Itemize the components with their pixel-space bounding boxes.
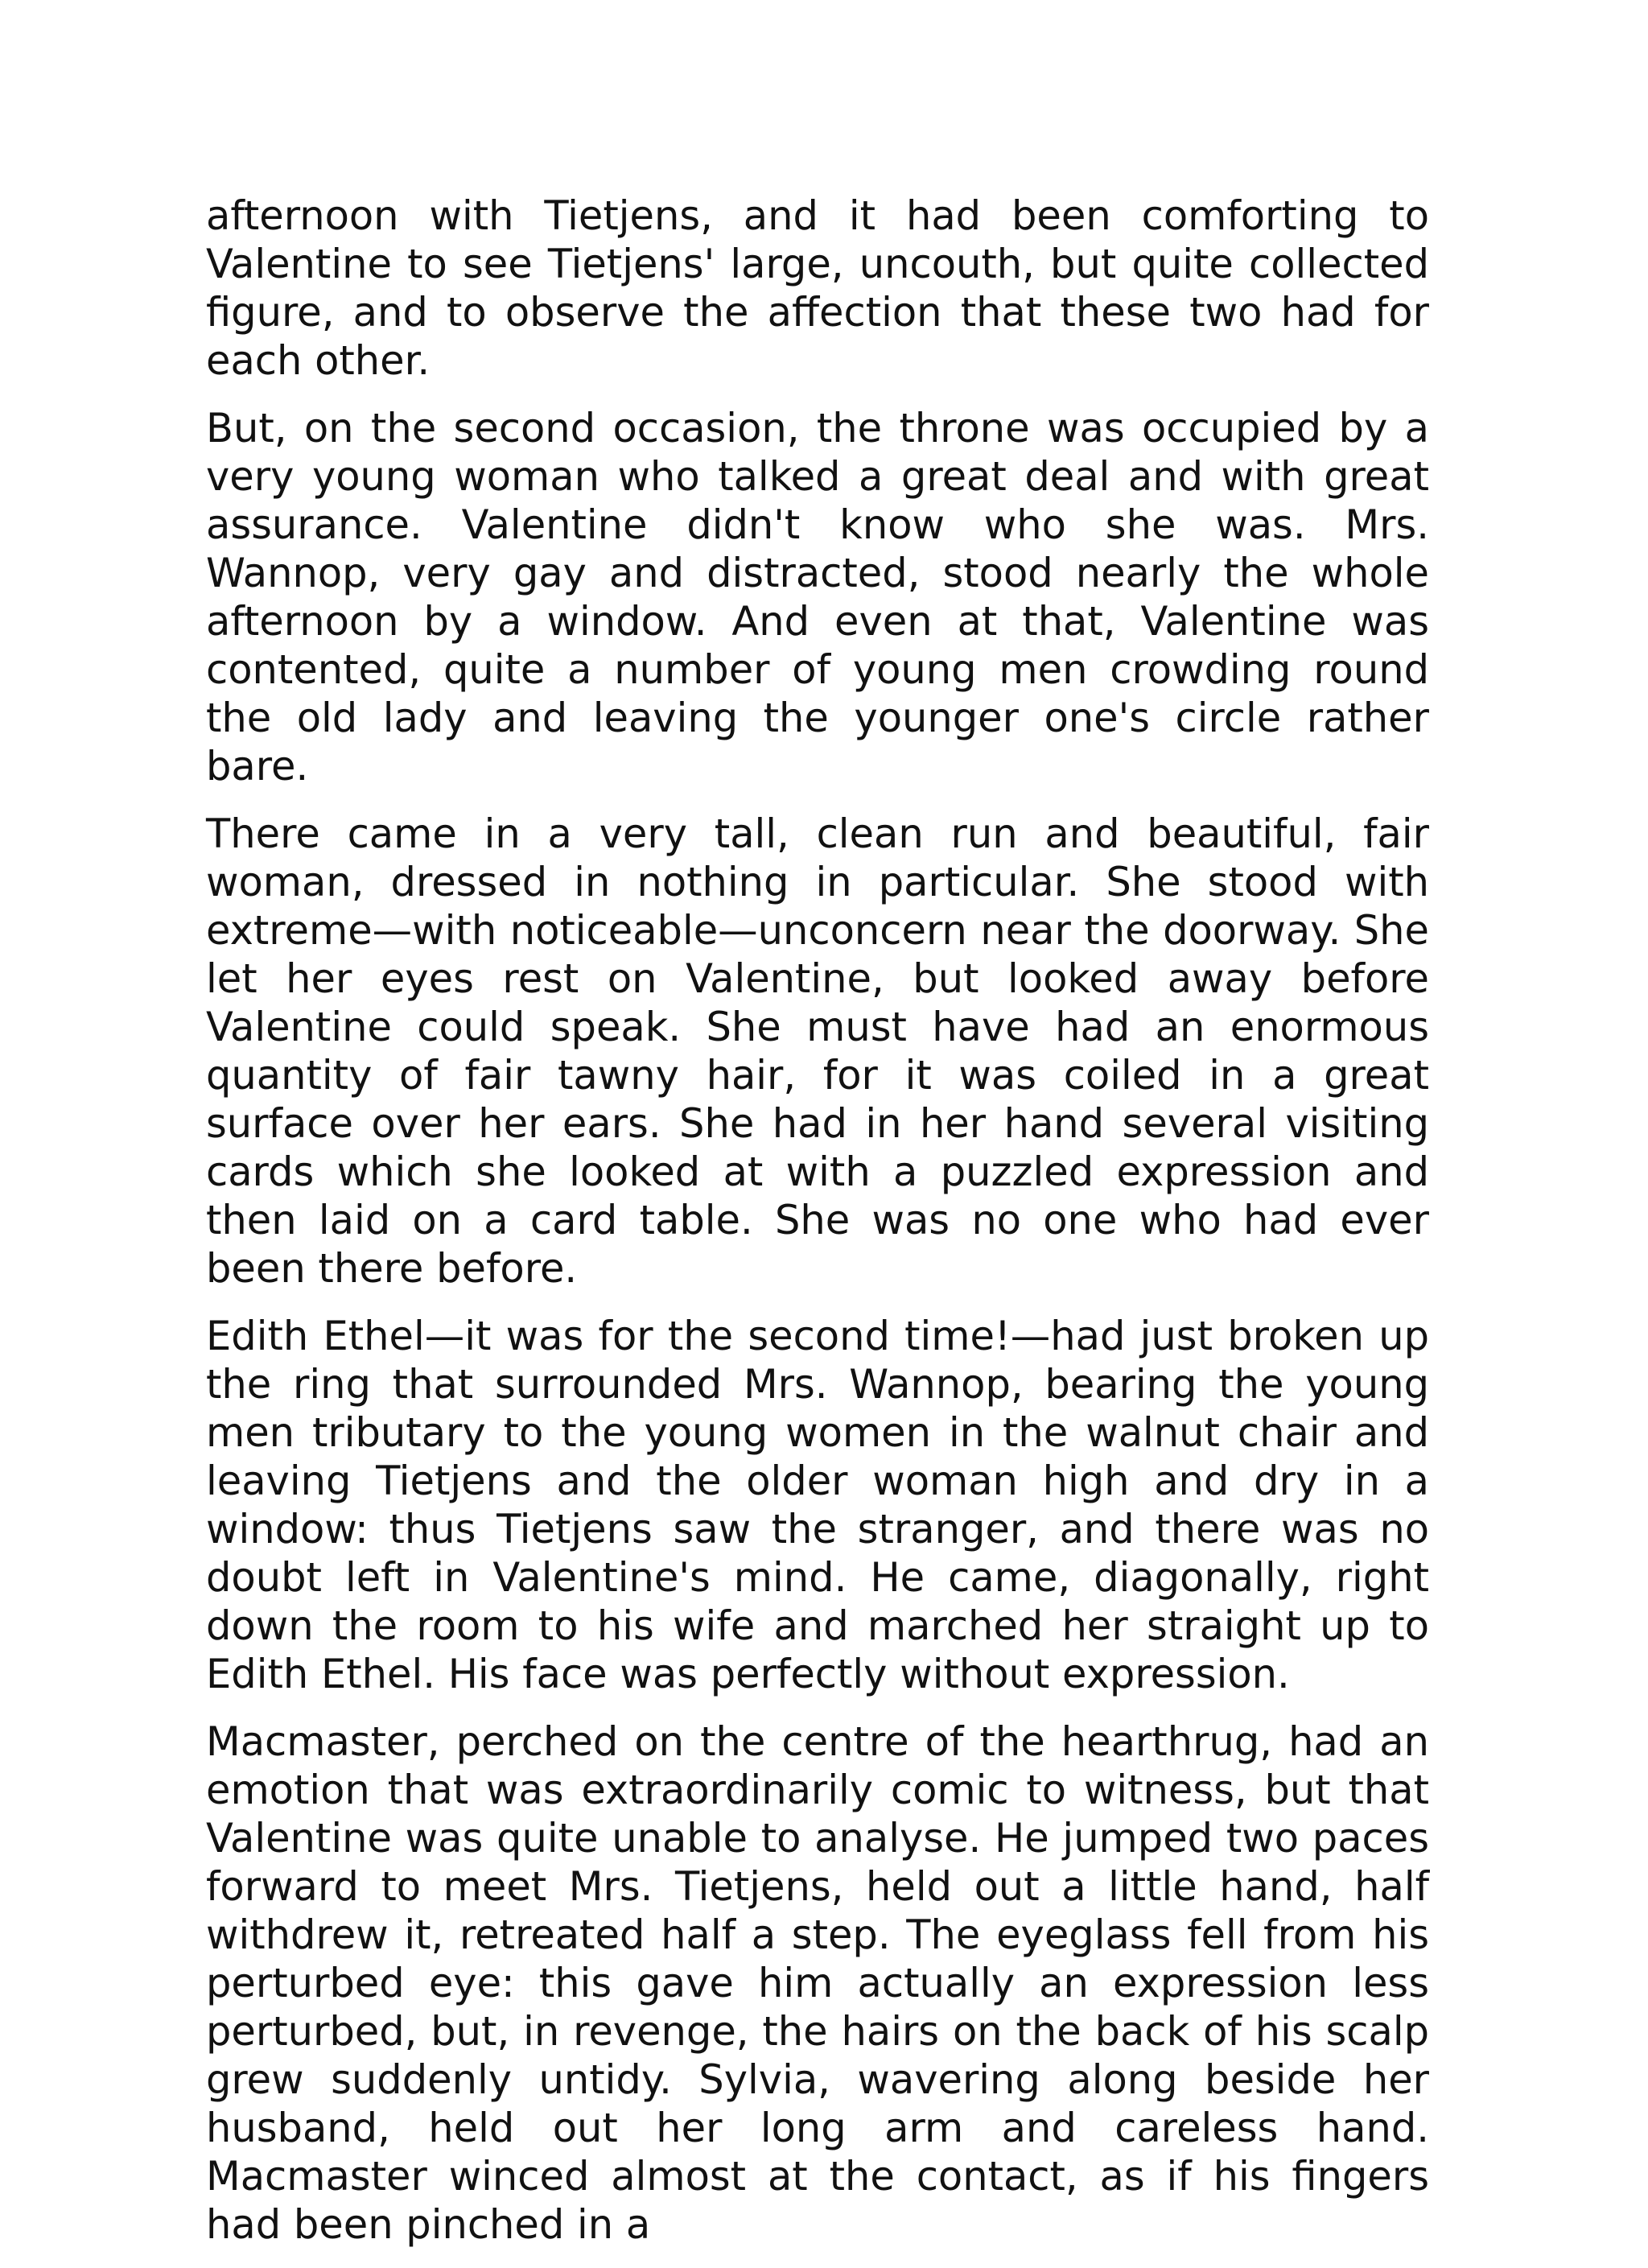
paragraph-2: But, on the second occasion, the throne was occupied by a very young woman who talked a great deal and with great assurance. Valentine didn't know who she was. Mrs. Wannop, very gay and distracted, stood nearly the whole afternoon by a window. And even at that, Valentine was contented, quite a number of young men crowding round the old lady and leaving the younger one's circle rather bare. bbox=[206, 405, 1429, 790]
paragraph-5: Macmaster, perched on the centre of the hearthrug, had an emotion that was extraordinarily comic to witness, but that Valentine was quite unable to analyse. He jumped two paces forward to meet Mrs. Tietjens, held out a little hand, half withdrew it, retreated half a step. The eyeglass fell from his perturbed eye: this gave him actually an expression less perturbed, but, in revenge, the hairs on the back of his scalp grew suddenly untidy. Sylvia, wavering along beside her husband, held out her long arm and careless hand. Macmaster winced almost at the contact, as if his fingers had been pinched in a bbox=[206, 1718, 1429, 2248]
paragraph-1: afternoon with Tietjens, and it had been comforting to Valentine to see Tietjens' large, uncouth, but quite collected figure, and to observe the affection that these two had for each other. bbox=[206, 192, 1429, 384]
page-body bbox=[206, 192, 1429, 2268]
paragraph-3: There came in a very tall, clean run and beautiful, fair woman, dressed in nothing in particular. She stood with extreme—with noticeable—unconcern near the doorway. She let her eyes rest on Valentine, but looked away before Valentine could speak. She must have had an enormous quantity of fair tawny hair, for it was coiled in a great surface over her ears. She had in her hand several visiting cards which she looked at with a puzzled expression and then laid on a card table. She was no one who had ever been there before. bbox=[206, 810, 1429, 1292]
paragraph-4: Edith Ethel—it was for the second time!—had just broken up the ring that surrounded Mrs. Wannop, bearing the young men tributary to the young women in the walnut chair and leaving Tietjens and the older woman high and dry in a window: thus Tietjens saw the stranger, and there was no doubt left in Valentine's mind. He came, diagonally, right down the room to his wife and marched her straight up to Edith Ethel. His face was perfectly without expression. bbox=[206, 1313, 1429, 1697]
